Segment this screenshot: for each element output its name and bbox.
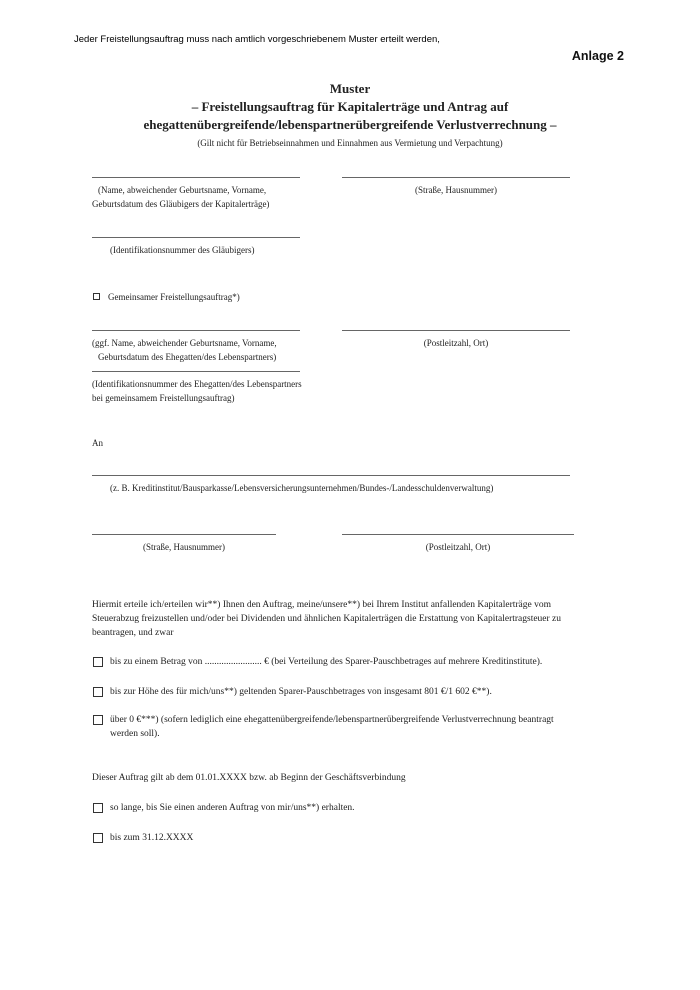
- option-full-allowance-label: bis zur Höhe des für mich/uns**) geltenden Sparer-Pauschbetrages von insgesamt 801 €/1 602 €**).: [110, 687, 492, 697]
- spouse-name-line[interactable]: [92, 330, 300, 331]
- recipient-postcode-line[interactable]: [342, 534, 574, 535]
- annex-label: Anlage 2: [571, 49, 624, 63]
- street-label: (Straße, Hausnummer): [415, 185, 497, 195]
- name-label-1: (Name, abweichender Geburtsname, Vorname,: [98, 185, 267, 195]
- street-signature-line[interactable]: [342, 177, 570, 178]
- name-label-2: Geburtsdatum des Gläubigers der Kapitalerträge): [92, 199, 270, 209]
- validity-intro: Dieser Auftrag gilt ab dem 01.01.XXXX bzw. ab Beginn der Geschäftsverbindung: [92, 773, 406, 783]
- postcode-city-line[interactable]: [342, 330, 570, 331]
- option-full-allowance-checkbox[interactable]: [93, 687, 103, 697]
- title-subtitle: (Gilt nicht für Betriebseinnahmen und Einnahmen aus Vermietung und Verpachtung): [197, 138, 503, 148]
- institution-line[interactable]: [92, 475, 570, 476]
- option-amount-label: bis zu einem Betrag von ........................ € (bei Verteilung des Sparer-Pauschbetrages auf mehrere Kreditinstitute).: [110, 657, 543, 667]
- recipient-street-line[interactable]: [92, 534, 276, 535]
- id-creditor-line[interactable]: [92, 237, 300, 238]
- joint-order-label: Gemeinsamer Freistellungsauftrag*): [108, 292, 240, 302]
- title-line-3: ehegattenübergreifende/lebenspartnerübergreifende Verlustverrechnung –: [143, 117, 557, 132]
- validity-until-revoked-checkbox[interactable]: [93, 803, 103, 813]
- validity-until-date-label: bis zum 31.12.XXXX: [110, 833, 194, 843]
- id-creditor-label: (Identifikationsnummer des Gläubigers): [110, 245, 255, 255]
- name-signature-line[interactable]: [92, 177, 300, 178]
- validity-until-date-checkbox[interactable]: [93, 833, 103, 843]
- institution-label: (z. B. Kreditinstitut/Bausparkasse/Lebensversicherungsunternehmen/Bundes-/Landesschuldenverwaltung): [110, 483, 494, 493]
- order-line-1: Hiermit erteile ich/erteilen wir**) Ihnen den Auftrag, meine/unsere**) bei Ihrem Institut anfallenden Kapitalerträge vom: [92, 600, 551, 610]
- spouse-name-label-2: Geburtsdatum des Ehegatten/des Lebenspartners): [98, 352, 277, 362]
- option-zero-label-1: über 0 €***) (sofern lediglich eine ehegattenübergreifende/lebenspartnerübergreifende Verlustverrechnung beantragt: [110, 715, 554, 725]
- order-line-2: Steuerabzug freizustellen und/oder bei Dividenden und ähnlichen Kapitalerträgen die Erstattung von Kapitalertragsteuer zu: [92, 614, 562, 624]
- title-line-2: – Freistellungsauftrag für Kapitalerträge und Antrag auf: [191, 99, 509, 114]
- order-line-3: beantragen, und zwar: [92, 628, 174, 638]
- option-zero-label-2: werden soll).: [110, 729, 160, 739]
- header-note: Jeder Freistellungsauftrag muss nach amtlich vorgeschriebenem Muster erteilt werden,: [74, 34, 440, 45]
- postcode-city-label: (Postleitzahl, Ort): [423, 338, 489, 348]
- spouse-id-line[interactable]: [92, 371, 300, 372]
- option-amount-checkbox[interactable]: [93, 657, 103, 667]
- recipient-to: An: [92, 438, 103, 448]
- joint-order-checkbox[interactable]: [93, 293, 100, 300]
- recipient-postcode-label: (Postleitzahl, Ort): [425, 542, 491, 552]
- spouse-name-label-1: (ggf. Name, abweichender Geburtsname, Vorname,: [92, 338, 277, 348]
- title-muster: Muster: [329, 81, 371, 96]
- spouse-id-label-2: bei gemeinsamem Freistellungsauftrag): [92, 393, 235, 403]
- recipient-street-label: (Straße, Hausnummer): [143, 542, 225, 552]
- option-zero-checkbox[interactable]: [93, 715, 103, 725]
- spouse-id-label-1: (Identifikationsnummer des Ehegatten/des Lebenspartners: [92, 379, 302, 389]
- validity-until-revoked-label: so lange, bis Sie einen anderen Auftrag von mir/uns**) erhalten.: [110, 803, 355, 813]
